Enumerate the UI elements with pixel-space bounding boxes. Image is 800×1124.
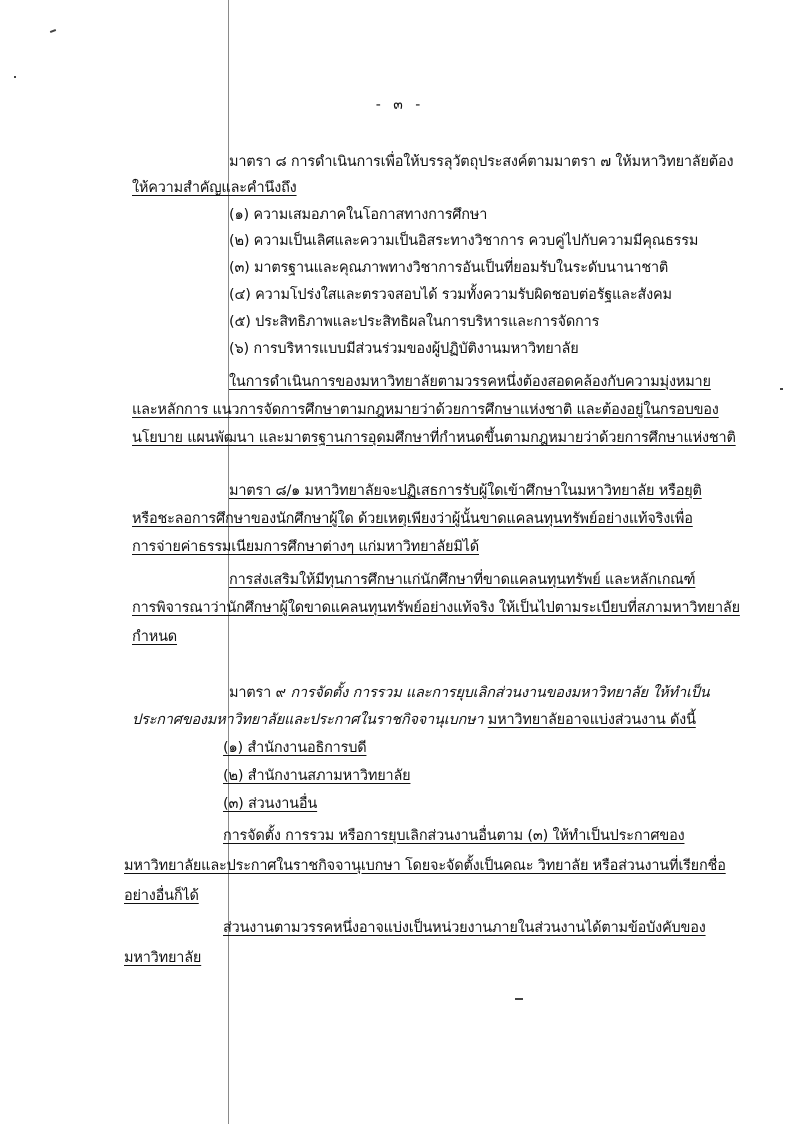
section9-para1-line3: อย่างอื่นก็ได้ — [124, 888, 199, 904]
section9-struck-text-1: การจัดตั้ง การรวม และการยุบเลิกส่วนงานของมหาวิทยาลัย ให้ทำเป็น — [290, 685, 710, 701]
page-number: - ๓ - — [375, 97, 425, 113]
scan-speck — [515, 998, 523, 1000]
section8-1-line5: การพิจารณาว่านักศึกษาผู้ใดขาดแคลนทุนทรัพย์อย่างแท้จริง ให้เป็นไปตามระเบียบที่สภามหาวิทยาลัย — [132, 600, 740, 616]
section8-1-line2: หรือชะลอการศึกษาของนักศึกษาผู้ใด ด้วยเหตุเพียงว่าผู้นั้นขาดแคลนทุนทรัพย์อย่างแท้จริงเพื่อ — [132, 511, 693, 527]
section9-item-1: (๑) สำนักงานอธิการบดี — [223, 740, 367, 756]
section9-line2-tail: มหาวิทยาลัยอาจแบ่งส่วนงาน ดังนี้ — [487, 712, 696, 728]
section8-1-line1: มาตรา ๘/๑ มหาวิทยาลัยจะปฏิเสธการรับผู้ใดเข้าศึกษาในมหาวิทยาลัย หรือยุติ — [229, 483, 702, 499]
section9-para1-line2: มหาวิทยาลัยและประกาศในราชกิจจานุเบกษา โดยจะจัดตั้งเป็นคณะ วิทยาลัย หรือส่วนงานที่เรียกชื่อ — [124, 858, 726, 874]
section8-item-1: (๑) ความเสมอภาคในโอกาสทางการศึกษา — [229, 207, 488, 223]
section9-line1 — [229, 683, 709, 703]
section8-para-line1: ในการดำเนินการของมหาวิทยาลัยตามวรรคหนึ่งต้องสอดคล้องกับความมุ่งหมาย — [229, 374, 711, 390]
section9-item-3: (๓) ส่วนงานอื่น — [223, 796, 318, 812]
section8-item-4: (๔) ความโปร่งใสและตรวจสอบได้ รวมทั้งความรับผิดชอบต่อรัฐและสังคม — [229, 287, 672, 303]
section9-para2-line1: ส่วนงานตามวรรคหนึ่งอาจแบ่งเป็นหน่วยงานภายในส่วนงานได้ตามข้อบังคับของ — [223, 920, 706, 936]
scan-speck — [50, 29, 56, 33]
section8-item-5: (๕) ประสิทธิภาพและประสิทธิผลในการบริหารและการจัดการ — [229, 314, 600, 330]
section8-para-line3: นโยบาย แผนพัฒนา และมาตรฐานการอุดมศึกษาที่กำหนดขึ้นตามกฎหมายว่าด้วยการศึกษาแห่งชาติ — [132, 430, 736, 446]
section9-para1-line1: การจัดตั้ง การรวม หรือการยุบเลิกส่วนงานอื่นตาม (๓) ให้ทำเป็นประกาศของ — [223, 828, 685, 844]
section9-label: มาตรา ๙ — [229, 685, 286, 701]
section9-line2 — [132, 710, 696, 730]
section8-item-2: (๒) ความเป็นเลิศและความเป็นอิสระทางวิชาการ ควบคู่ไปกับความมีคุณธรรม — [229, 233, 699, 249]
section8-1-line6: กำหนด — [132, 629, 178, 645]
section8-1-line4: การส่งเสริมให้มีทุนการศึกษาแก่นักศึกษาที่ขาดแคลนทุนทรัพย์ และหลักเกณฑ์ — [229, 572, 696, 588]
scan-speck — [14, 76, 16, 78]
section8-item-3: (๓) มาตรฐานและคุณภาพทางวิชาการอันเป็นที่ยอมรับในระดับนานาชาติ — [229, 260, 669, 276]
section9-item-2: (๒) สำนักงานสภามหาวิทยาลัย — [223, 768, 411, 784]
section9-para2-line2: มหาวิทยาลัย — [124, 950, 202, 966]
section8-item-6: (๖) การบริหารแบบมีส่วนร่วมของผู้ปฏิบัติงานมหาวิทยาลัย — [229, 341, 579, 357]
section8-para-line2: และหลักการ แนวการจัดการศึกษาตามกฎหมายว่าด้วยการศึกษาแห่งชาติ และต้องอยู่ในกรอบของ — [132, 402, 719, 418]
section9-struck-text-2: ประกาศของมหาวิทยาลัยและประกาศในราชกิจจานุเบกษา — [132, 712, 484, 728]
section8-1-line3: การจ่ายค่าธรรมเนียมการศึกษาต่างๆ แก่มหาวิทยาลัยมิได้ — [132, 539, 479, 555]
section8-heading-line1: มาตรา ๘ การดำเนินการเพื่อให้บรรลุวัตถุประสงค์ตามมาตรา ๗ ให้มหาวิทยาลัยต้อง — [229, 154, 734, 170]
section8-heading-line2: ให้ความสำคัญและคำนึงถึง — [132, 180, 297, 196]
scan-speck — [780, 388, 783, 390]
